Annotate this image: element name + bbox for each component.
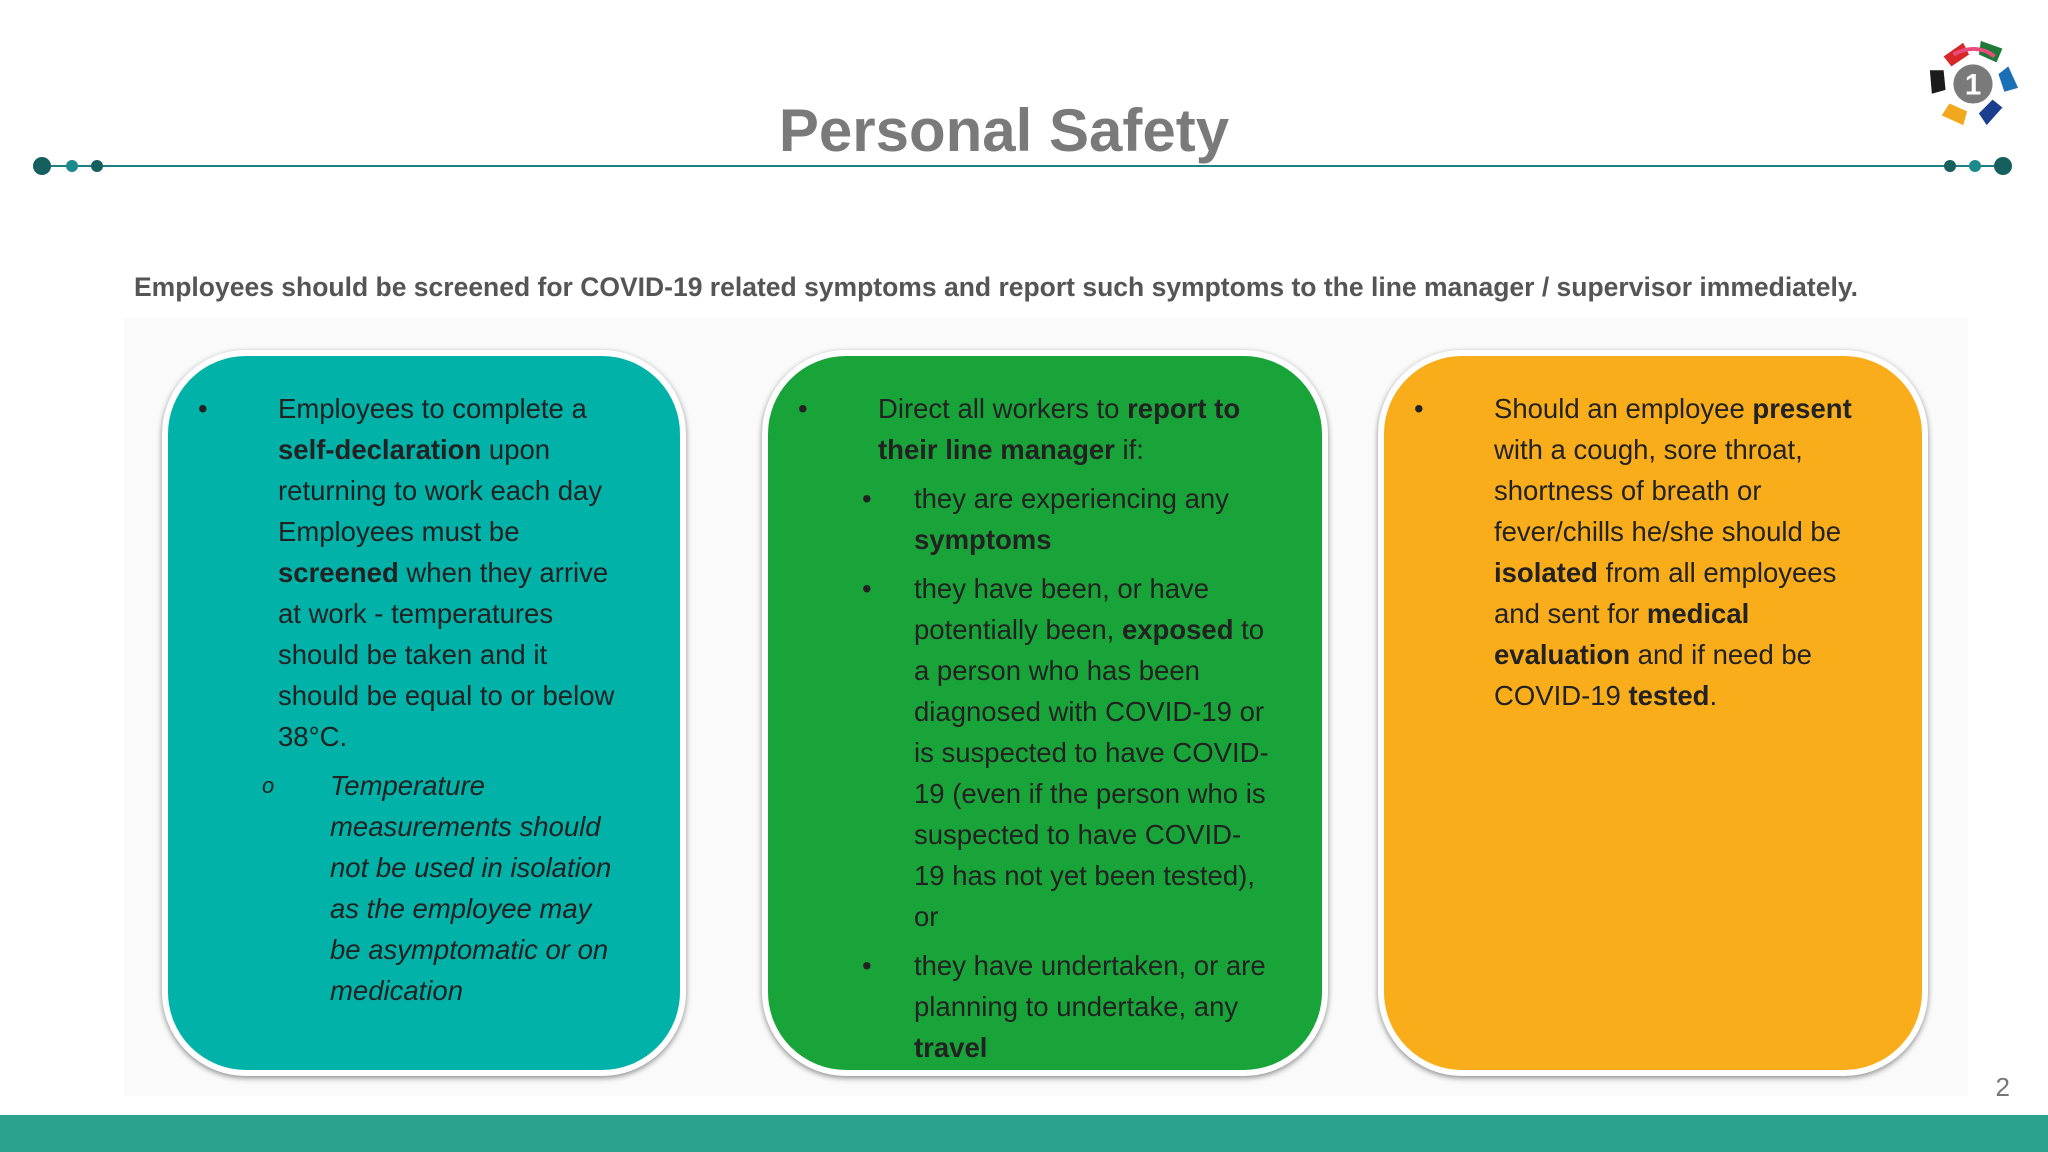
bullet-item bbox=[794, 388, 1270, 470]
emphasis-text: screened bbox=[278, 557, 399, 588]
emphasis-text: present bbox=[1752, 393, 1852, 424]
text-segment: and if need be COVID-19 bbox=[1494, 639, 1812, 711]
bullet-text bbox=[278, 393, 614, 752]
intro-statement: Employees should be screened for COVID-19 related symptoms and report such symptoms to the line manager / supervisor immediately. bbox=[134, 272, 1858, 302]
emphasis-text: self-declaration bbox=[278, 434, 482, 465]
text-segment: they have undertaken, or are planning to undertake, any bbox=[914, 950, 1266, 1022]
text-segment: Should an employee bbox=[1494, 393, 1753, 424]
text-segment: . bbox=[1709, 680, 1718, 711]
bullet-item bbox=[262, 765, 628, 1011]
logo-numeral: 1 bbox=[1964, 68, 1982, 102]
emphasis-text: report to their line manager bbox=[878, 393, 1241, 465]
text-segment: if: bbox=[1114, 434, 1144, 465]
bullet-item bbox=[862, 478, 1270, 560]
bullet-marker: o bbox=[262, 773, 275, 798]
bullet-marker: • bbox=[198, 393, 208, 424]
footer-bar bbox=[0, 1115, 2048, 1152]
text-segment: from all employees and sent for bbox=[1494, 557, 1837, 629]
text-segment: when they arrive at work - temperatures should be taken and it should be equal to or below 38°C. bbox=[278, 557, 615, 752]
bullet-item bbox=[862, 568, 1270, 937]
emphasis-text: exposed bbox=[1121, 614, 1234, 645]
company-logo-icon bbox=[1924, 33, 2022, 131]
bullet-text bbox=[914, 483, 1229, 555]
report-to-manager-card bbox=[762, 350, 1328, 1076]
self-declaration-card bbox=[162, 350, 686, 1076]
text-segment: with a cough, sore throat, shortness of breath or fever/chills he/she should be bbox=[1494, 434, 1842, 547]
bullet-marker: • bbox=[862, 573, 872, 604]
bullet-marker: • bbox=[798, 393, 808, 424]
text-segment: they are experiencing any bbox=[914, 483, 1229, 514]
bullet-item bbox=[194, 388, 628, 757]
text-segment: Employees to complete a bbox=[278, 393, 587, 424]
bullet-item bbox=[862, 945, 1270, 1068]
text-segment: to a person who has been diagnosed with COVID-19 or is suspected to have COVID-19 (even if the person who is suspected to have COVID-19 has not yet been tested), or bbox=[914, 614, 1269, 932]
bullet-text bbox=[330, 770, 611, 1006]
bullet-text bbox=[914, 573, 1269, 932]
bullet-marker: • bbox=[1414, 393, 1424, 424]
emphasis-text: medical evaluation bbox=[1494, 598, 1750, 670]
bullet-text bbox=[1494, 393, 1852, 711]
emphasis-text: tested bbox=[1628, 680, 1710, 711]
text-segment: Temperature measurements should not be used in isolation as the employee may be asymptomatic or on medication bbox=[330, 770, 612, 1006]
emphasis-text: travel bbox=[914, 1032, 988, 1063]
text-segment: Direct all workers to bbox=[878, 393, 1128, 424]
bullet-text bbox=[878, 393, 1240, 465]
bullet-marker: • bbox=[862, 483, 872, 514]
text-segment: they have been, or have potentially been, bbox=[914, 573, 1210, 645]
text-segment: upon returning to work each day Employees must be bbox=[278, 434, 603, 547]
slide-title: Personal Safety bbox=[778, 97, 1230, 164]
isolation-card bbox=[1378, 350, 1928, 1076]
bullet-item bbox=[1410, 388, 1870, 716]
emphasis-text: symptoms bbox=[914, 524, 1052, 555]
bullet-text bbox=[914, 950, 1266, 1063]
bullet-marker: • bbox=[862, 950, 872, 981]
emphasis-text: isolated bbox=[1494, 557, 1598, 588]
page-number: 2 bbox=[1995, 1072, 2010, 1102]
